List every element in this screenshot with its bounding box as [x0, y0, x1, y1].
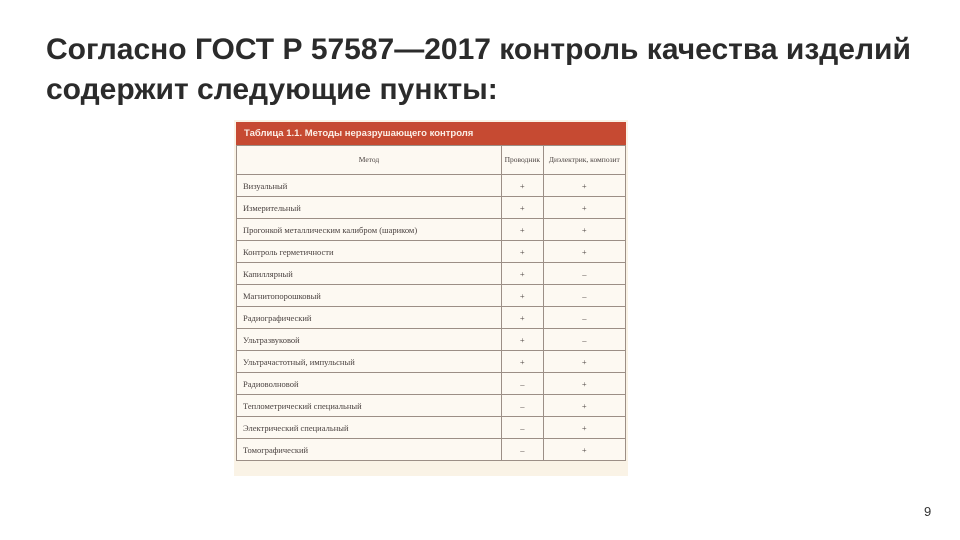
row-method: Ультразвуковой: [237, 329, 502, 351]
row-dielectric: +: [543, 395, 625, 417]
row-method: Электрический специальный: [237, 417, 502, 439]
table-header-row: [237, 146, 626, 175]
table-row: [237, 175, 626, 197]
row-method: Визуальный: [237, 175, 502, 197]
header-conductor: Проводник: [502, 146, 544, 175]
table-body: [237, 175, 626, 461]
row-method: Теплометрический специальный: [237, 395, 502, 417]
row-dielectric: –: [543, 329, 625, 351]
table-row: [237, 417, 626, 439]
table-caption: Таблица 1.1. Методы неразрушающего контроля: [236, 122, 626, 145]
row-dielectric: –: [543, 307, 625, 329]
table-row: [237, 395, 626, 417]
table-row: [237, 329, 626, 351]
methods-table: [236, 145, 626, 461]
row-conductor: +: [502, 285, 544, 307]
row-dielectric: +: [543, 417, 625, 439]
row-dielectric: +: [543, 175, 625, 197]
table-row: [237, 197, 626, 219]
table-row: [237, 285, 626, 307]
row-conductor: –: [502, 417, 544, 439]
header-dielectric: Диэлектрик, композит: [543, 146, 625, 175]
row-method: Контроль герметичности: [237, 241, 502, 263]
row-conductor: +: [502, 307, 544, 329]
table-row: [237, 351, 626, 373]
row-dielectric: +: [543, 439, 625, 461]
row-conductor: +: [502, 175, 544, 197]
row-dielectric: –: [543, 263, 625, 285]
row-dielectric: –: [543, 285, 625, 307]
row-method: Измерительный: [237, 197, 502, 219]
methods-table-image: [234, 120, 628, 476]
row-dielectric: +: [543, 351, 625, 373]
row-method: Радиоволновой: [237, 373, 502, 395]
row-conductor: +: [502, 263, 544, 285]
row-conductor: –: [502, 439, 544, 461]
page-number: 9: [924, 504, 932, 519]
table-row: [237, 241, 626, 263]
row-conductor: +: [502, 197, 544, 219]
row-conductor: +: [502, 329, 544, 351]
row-method: Магнитопорошковый: [237, 285, 502, 307]
header-method: Метод: [237, 146, 502, 175]
row-dielectric: +: [543, 219, 625, 241]
table-row: [237, 439, 626, 461]
row-method: Томографический: [237, 439, 502, 461]
row-conductor: –: [502, 373, 544, 395]
row-conductor: +: [502, 241, 544, 263]
row-dielectric: +: [543, 241, 625, 263]
row-method: Радиографический: [237, 307, 502, 329]
row-conductor: +: [502, 219, 544, 241]
table-row: [237, 219, 626, 241]
row-conductor: –: [502, 395, 544, 417]
table-row: [237, 373, 626, 395]
row-method: Капиллярный: [237, 263, 502, 285]
row-method: Ультрачастотный, импульсный: [237, 351, 502, 373]
table-row: [237, 263, 626, 285]
row-conductor: +: [502, 351, 544, 373]
row-dielectric: +: [543, 197, 625, 219]
row-dielectric: +: [543, 373, 625, 395]
slide-title: Согласно ГОСТ Р 57587—2017 контроль качества изделий содержит следующие пункты:: [46, 33, 911, 106]
table-row: [237, 307, 626, 329]
row-method: Прогонкой металлическим калибром (шариком): [237, 219, 502, 241]
